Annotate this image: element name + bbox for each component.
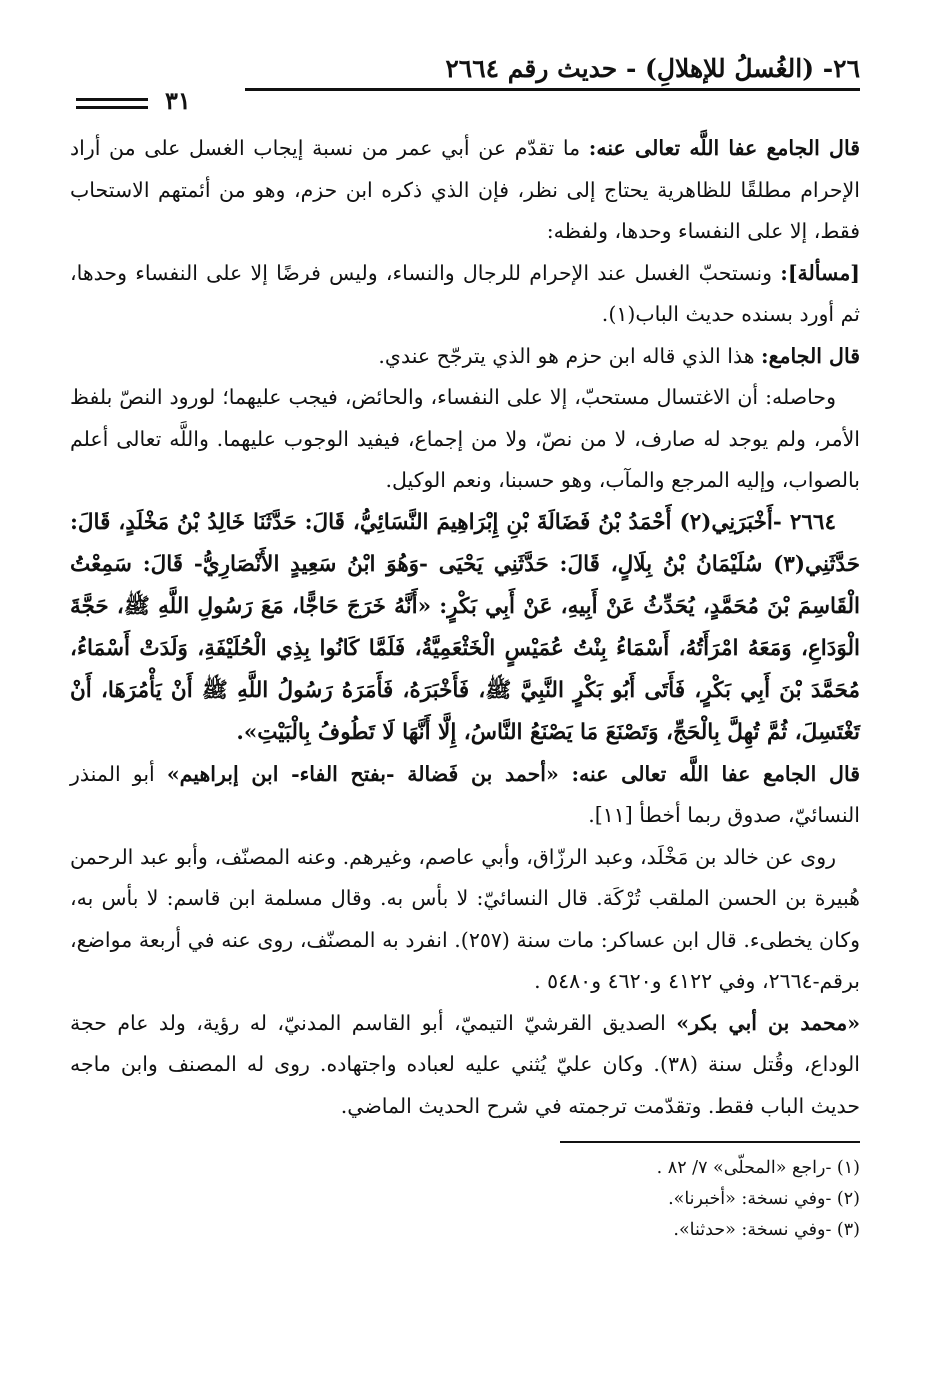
paragraph xyxy=(70,336,860,378)
page-number-rule-top xyxy=(76,98,148,101)
page-body xyxy=(70,128,860,1246)
page-number: ٣١ xyxy=(165,86,191,115)
commentary-lead: قال الجامع عفا اللَّه تعالى عنه: «أحمد بن فَضالة -بفتح الفاء- ابن إبراهيم» xyxy=(166,761,860,786)
page-number-rule-bottom xyxy=(76,106,148,109)
commentary-text: روى عن خالد بن مَخْلَد، وعبد الرزّاق، وأبي عاصم، وغيرهم. وعنه المصنّف، وأبو عبد الرحمن هُبيرة بن الحسن الملقب تُرْكَة. قال النسائيّ: لا بأس به. وقال مسلمة ابن قاسم: لا بأس به، وكان يخطىء. قال ابن عساكر: مات سنة (٢٥٧). انفرد به المصنّف، روى عنه في أربعة مواضع، برقم-٢٦٦٤، وفي ٤١٢٢ و٤٦٢٠ و٥٤٨٠ . xyxy=(70,844,860,993)
header-rule xyxy=(245,88,860,91)
paragraph-lead: قال الجامع عفا اللَّه تعالى عنه: xyxy=(588,136,860,160)
footnote: (٣) -وفي نسخة: «حدثنا». xyxy=(673,1220,860,1240)
paragraph-text: هذا الذي قاله ابن حزم هو الذي يترجّح عندي. xyxy=(378,343,762,368)
paragraph xyxy=(70,128,860,253)
running-title: ٢٦- (الغُسلُ للإهلالِ) - حديث رقم ٢٦٦٤ xyxy=(445,54,860,83)
page xyxy=(70,40,861,1240)
footnote: (١) -راجع «المحلّى» ٧/ ٨٢ . xyxy=(656,1158,860,1178)
commentary-text: أبو المنذر النسائيّ، صدوق ربما أخطأ [١١]. xyxy=(70,761,860,827)
paragraph-lead: قال الجامع: xyxy=(761,343,860,368)
commentary-paragraph xyxy=(70,837,860,1003)
page-header xyxy=(70,40,860,115)
paragraph-text: ما تقدّم عن أبي عمر من نسبة إيجاب الغسل على من أراد الإحرام مطلقًا للظاهرية يحتاج إلى نظر، فإن الذي ذكره ابن حزم، وهو من أئمتهم الاستحاب فقط، إلا على النفساء وحدها، ولفظه: xyxy=(70,136,860,243)
footnotes xyxy=(70,1153,860,1246)
hadith-text: ٢٦٦٤ -أَخْبَرَنِي(٢) أَحْمَدُ بْنُ فَضَالَةَ بْنِ إِبْرَاهِيمَ النَّسَائِيُّ، قَالَ: حَدَّثَنَا خَالِدُ بْنُ مَخْلَدٍ، قَالَ: حَدَّثَنِي(٣) سُلَيْمَانُ بْنُ بِلَالٍ، قَالَ: حَدَّثَنِي يَحْيَى -وَهُوَ ابْنُ سَعِيدٍ الأَنْصَارِيُّ- قَالَ: سَمِعْتُ الْقَاسِمَ بْنَ مُحَمَّدٍ، يُحَدِّثُ عَنْ أَبِيهِ، عَنْ أَبِي بَكْرٍ: «أَنَّهُ خَرَجَ حَاجًّا، مَعَ رَسُولِ اللَّهِ ﷺ، حَجَّةَ الْوَدَاعِ، وَمَعَهُ امْرَأَتُهُ، أَسْمَاءُ بِنْتُ عُمَيْسٍ الْخَثْعَمِيَّةُ، فَلَمَّا كَانُوا بِذِي الْحُلَيْفَةِ، وَلَدَتْ أَسْمَاءُ، مُحَمَّدَ بْنَ أَبِي بَكْرٍ، فَأَتَى أَبُو بَكْرٍ النَّبِيَّ ﷺ، فَأَخْبَرَهُ، فَأَمَرَهُ رَسُولُ اللَّهِ ﷺ أَنْ يَأْمُرَهَا، أَنْ تَغْتَسِلَ، ثُمَّ تُهِلَّ بِالْحَجِّ، وَتَصْنَعَ مَا يَصْنَعُ النَّاسُ، إِلَّا أَنَّهَا لَا تَطُوفُ بِالْبَيْتِ». xyxy=(70,509,860,745)
commentary-text: الصديق القرشيّ التيميّ، أبو القاسم المدنيّ، له رؤية، ولد عام حجة الوداع، وقُتل سنة (٣٨). وكان عليّ يُثني عليه لعباده واجتهاده. روى له المصنف وابن ماجه حديث الباب فقط. وتقدّمت ترجمته في شرح الحديث الماضي. xyxy=(70,1010,860,1118)
commentary-lead: «محمد بن أبي بكر» xyxy=(676,1010,861,1035)
commentary-paragraph xyxy=(70,754,860,837)
commentary-paragraph xyxy=(70,1003,860,1128)
paragraph xyxy=(70,377,860,502)
paragraph-lead: [مسألة]: xyxy=(780,260,860,285)
paragraph-text: ونستحبّ الغسل عند الإحرام للرجال والنساء، وليس فرضًا إلا على النفساء وحدها، ثم أورد بسنده حديث الباب(١). xyxy=(70,260,860,326)
footnote: (٢) -وفي نسخة: «أخبرنا». xyxy=(668,1189,860,1209)
footnote-separator xyxy=(560,1141,860,1143)
paragraph-text: وحاصله: أن الاغتسال مستحبّ، إلا على النفساء، والحائض، فيجب عليهما؛ لورود النصّ بلفظ الأمر، ولم يوجد له صارف، لا من نصّ، ولا من إجماع، فيفيد الوجوب عليهما. واللَّه تعالى أعلم بالصواب، وإليه المرجع والمآب، وهو حسبنا، ونعم الوكيل. xyxy=(70,385,860,492)
paragraph xyxy=(70,253,860,336)
